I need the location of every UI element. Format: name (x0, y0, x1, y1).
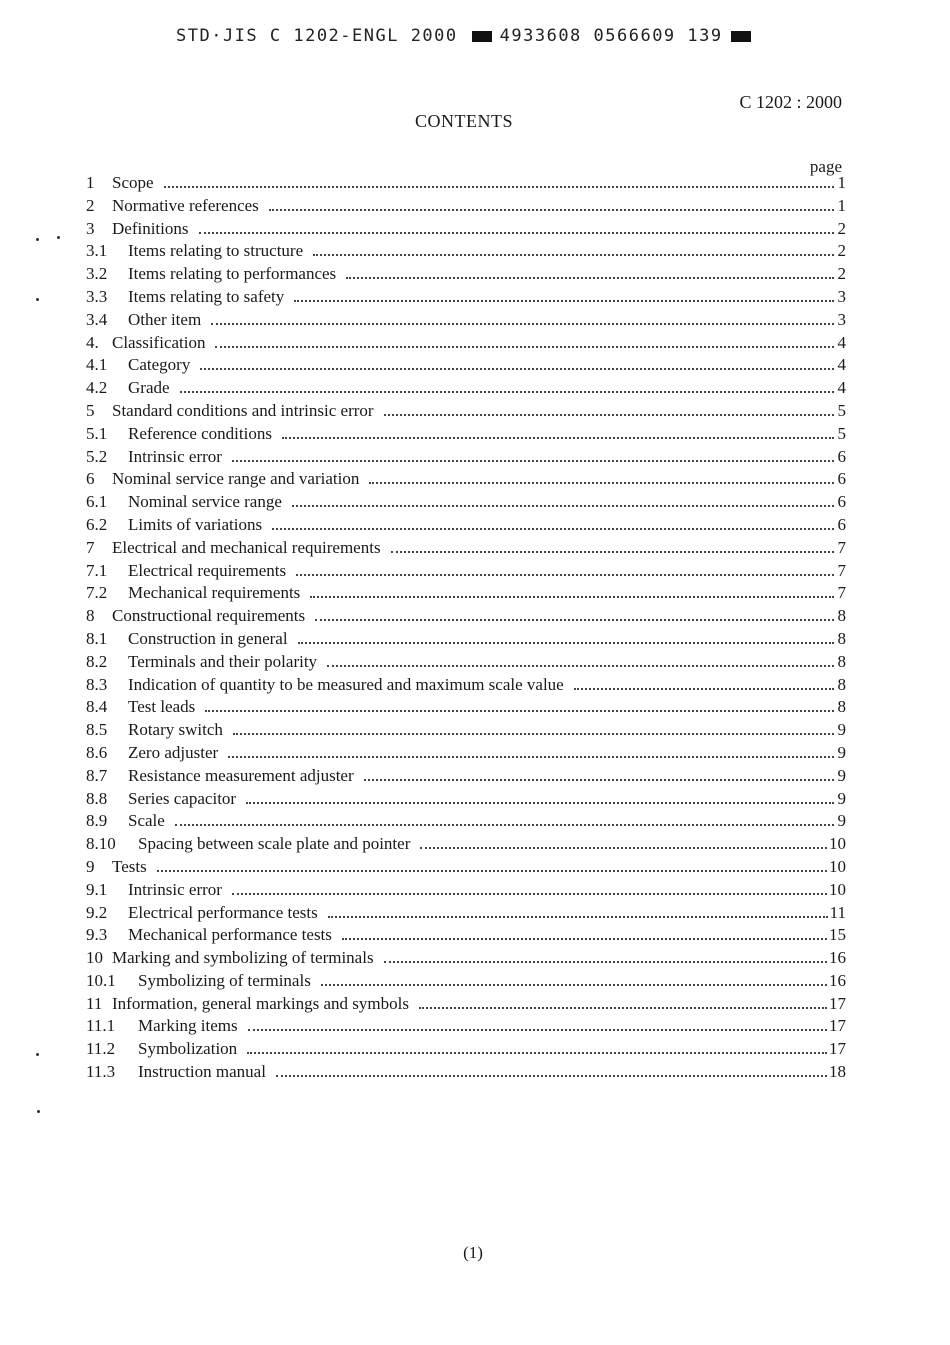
toc-entry-number: 3.1 (86, 241, 108, 261)
toc-entry (86, 628, 846, 651)
page-column-label: page (809, 157, 842, 176)
toc-entry-page: 17 (829, 1016, 846, 1036)
stamp-left-text: STD·JIS C 1202-ENGL 2000 (176, 26, 458, 46)
dot-leader (269, 208, 834, 211)
toc-entry-page: 8 (837, 651, 846, 671)
toc-entry-title: Reference conditions (128, 423, 272, 443)
toc-entry (86, 765, 846, 788)
dot-leader (232, 459, 834, 462)
toc-entry (86, 810, 846, 833)
dot-leader (272, 527, 834, 530)
toc-entry (86, 1015, 846, 1038)
toc-entry-page: 5 (837, 400, 846, 420)
toc-entry-number: 6.1 (86, 492, 108, 512)
toc-entry-title: Other item (128, 309, 202, 329)
dot-leader (419, 1006, 827, 1009)
toc-entry (86, 719, 846, 742)
toc-entry-page: 10 (829, 879, 846, 899)
toc-entry-number: 8.7 (86, 765, 108, 785)
toc-entry-title: Definitions (112, 218, 189, 238)
toc-entry (86, 468, 846, 491)
toc-entry-page: 5 (837, 423, 846, 443)
dot-leader (369, 481, 834, 484)
toc-entry-title: Symbolizing of terminals (138, 970, 311, 990)
scan-speck (36, 238, 39, 241)
page-title: CONTENTS (415, 111, 513, 131)
toc-entry-page: 4 (837, 332, 846, 352)
toc-entry-number: 8.9 (86, 811, 108, 831)
toc-entry-title: Intrinsic error (128, 446, 222, 466)
dot-leader (310, 595, 834, 598)
toc-entry (86, 491, 846, 514)
toc-entry-page: 9 (837, 765, 846, 785)
dot-leader (294, 299, 834, 302)
toc-entry-title: Limits of variations (128, 514, 263, 534)
dot-leader (327, 664, 834, 667)
dot-leader (211, 322, 834, 325)
toc-entry-title: Marking and symbolizing of terminals (112, 948, 374, 968)
toc-entry-title: Nominal service range (128, 492, 282, 512)
toc-entry-number: 1 (86, 173, 95, 192)
toc-entry (86, 742, 846, 765)
toc-entry (86, 560, 846, 583)
toc-entry-number: 3.2 (86, 264, 108, 284)
document-stamp (176, 26, 759, 46)
toc-entry-page: 10 (829, 834, 846, 854)
toc-entry (86, 605, 846, 628)
toc-entry-number: 5 (86, 400, 95, 420)
toc-entry (86, 1061, 846, 1084)
toc-entry-number: 8.2 (86, 651, 108, 671)
toc-entry-page: 6 (837, 514, 846, 534)
toc-entry-page: 15 (829, 925, 846, 945)
toc-entry-title: Mechanical performance tests (128, 925, 332, 945)
toc-entry-title: Electrical and mechanical requirements (112, 537, 381, 557)
toc-entry-number: 3 (86, 218, 95, 238)
toc-entry (86, 309, 846, 332)
toc-entry-number: 10.1 (86, 970, 116, 990)
toc-entry-title: Zero adjuster (128, 742, 219, 762)
toc-entry (86, 446, 846, 469)
toc-entry-title: Standard conditions and intrinsic error (112, 400, 374, 420)
toc-entry-page: 9 (837, 742, 846, 762)
toc-entry-title: Information, general markings and symbols (112, 993, 409, 1013)
dot-leader (282, 436, 834, 439)
toc-entry-page: 1 (837, 195, 846, 215)
toc-entry-page: 3 (837, 309, 846, 329)
standard-number: C 1202 : 2000 (739, 92, 842, 112)
page-number: (1) (463, 1243, 483, 1262)
toc-entry-number: 3.4 (86, 309, 108, 329)
toc-entry-number: 9 (86, 856, 95, 876)
toc-entry-page: 18 (829, 1062, 846, 1082)
toc-entry-page: 10 (829, 856, 846, 876)
toc-entry-page: 4 (837, 355, 846, 375)
dot-leader (321, 983, 827, 986)
toc-entry-title: Test leads (128, 697, 196, 717)
toc-entry-page: 8 (837, 697, 846, 717)
dot-leader (298, 641, 834, 644)
toc-entry-number: 8 (86, 606, 95, 626)
stamp-mid-text: 4933608 0566609 139 (499, 26, 723, 46)
dot-leader (200, 367, 834, 370)
toc-entry-number: 5.1 (86, 423, 108, 443)
toc-entry (86, 833, 846, 856)
dot-leader (215, 345, 834, 348)
dot-leader (233, 732, 834, 735)
toc-entry-page: 8 (837, 606, 846, 626)
toc-entry-number: 7.1 (86, 560, 108, 580)
toc-entry (86, 195, 846, 218)
toc-entry-number: 7 (86, 537, 95, 557)
toc-entry-number: 5.2 (86, 446, 108, 466)
table-of-contents (86, 172, 846, 1084)
dot-leader (391, 550, 834, 553)
dot-leader (346, 276, 834, 279)
dot-leader (175, 823, 834, 826)
toc-entry-title: Electrical performance tests (128, 902, 318, 922)
toc-entry-title: Spacing between scale plate and pointer (138, 834, 411, 854)
toc-entry-page: 16 (829, 970, 846, 990)
toc-entry (86, 240, 846, 263)
toc-entry-title: Electrical requirements (128, 560, 287, 580)
toc-entry (86, 377, 846, 400)
toc-entry (86, 423, 846, 446)
scan-speck (36, 298, 39, 301)
dot-leader (384, 413, 834, 416)
toc-entry (86, 218, 846, 241)
toc-entry (86, 400, 846, 423)
toc-entry (86, 879, 846, 902)
dot-leader (276, 1074, 827, 1077)
toc-entry-title: Rotary switch (128, 720, 223, 740)
toc-entry-page: 9 (837, 788, 846, 808)
toc-entry-page: 2 (837, 218, 846, 238)
toc-entry-title: Tests (112, 856, 147, 876)
toc-entry-title: Resistance measurement adjuster (128, 765, 354, 785)
toc-entry-page: 1 (837, 173, 846, 192)
toc-entry-number: 8.8 (86, 788, 108, 808)
toc-entry-page: 17 (829, 1039, 846, 1059)
toc-entry (86, 674, 846, 697)
toc-entry-number: 11.1 (86, 1016, 116, 1036)
dot-leader (574, 687, 834, 690)
toc-entry-number: 6.2 (86, 514, 108, 534)
toc-entry-title: Items relating to structure (128, 241, 304, 261)
toc-entry-title: Category (128, 355, 191, 375)
toc-entry-title: Items relating to safety (128, 286, 285, 306)
toc-entry-title: Marking items (138, 1016, 238, 1036)
toc-entry-title: Normative references (112, 195, 259, 215)
toc-entry-title: Scale (128, 811, 165, 831)
toc-entry-number: 10 (86, 948, 103, 968)
toc-entry-title: Series capacitor (128, 788, 237, 808)
toc-entry (86, 332, 846, 355)
dot-leader (164, 185, 834, 188)
toc-entry-title: Construction in general (128, 628, 288, 648)
toc-entry-title: Instruction manual (138, 1062, 266, 1082)
toc-entry (86, 354, 846, 377)
toc-entry (86, 1038, 846, 1061)
toc-entry-title: Terminals and their polarity (128, 651, 318, 671)
toc-entry (86, 902, 846, 925)
dot-leader (199, 231, 835, 234)
toc-entry-page: 2 (837, 241, 846, 261)
stamp-block-mark (472, 31, 492, 42)
stamp-block-mark-end (731, 31, 751, 42)
toc-entry-page: 3 (837, 286, 846, 306)
toc-entry-title: Items relating to performances (128, 264, 337, 284)
toc-entry-number: 3.3 (86, 286, 108, 306)
toc-entry (86, 263, 846, 286)
dot-leader (364, 778, 834, 781)
toc-entry-title: Symbolization (138, 1039, 238, 1059)
dot-leader (180, 390, 834, 393)
dot-leader (328, 915, 828, 918)
dot-leader (342, 937, 827, 940)
dot-leader (313, 253, 834, 256)
dot-leader (420, 846, 827, 849)
toc-entry-number: 8.3 (86, 674, 108, 694)
toc-entry (86, 537, 846, 560)
toc-entry (86, 856, 846, 879)
dot-leader (248, 1028, 827, 1031)
toc-entry-number: 8.4 (86, 697, 108, 717)
toc-entry-number: 9.2 (86, 902, 108, 922)
toc-entry-number: 11 (86, 993, 103, 1013)
toc-entry-page: 9 (837, 811, 846, 831)
toc-entry-number: 4.1 (86, 355, 108, 375)
toc-entry-page: 7 (837, 560, 846, 580)
toc-entry-title: Indication of quantity to be measured and maximum scale value (128, 674, 564, 694)
dot-leader (232, 892, 827, 895)
toc-entry-number: 8.5 (86, 720, 108, 740)
toc-entry-number: 2 (86, 195, 95, 215)
toc-entry (86, 514, 846, 537)
toc-entry (86, 651, 846, 674)
dot-leader (246, 801, 834, 804)
toc-entry-number: 8.1 (86, 628, 108, 648)
toc-entry-number: 6 (86, 469, 95, 489)
dot-leader (384, 960, 827, 963)
toc-entry (86, 993, 846, 1016)
toc-entry (86, 970, 846, 993)
toc-entry-page: 6 (837, 469, 846, 489)
dot-leader (296, 573, 834, 576)
toc-entry-page: 4 (837, 378, 846, 398)
dot-leader (157, 869, 827, 872)
dot-leader (205, 709, 834, 712)
toc-entry (86, 172, 846, 195)
toc-entry-number: 8.6 (86, 742, 108, 762)
toc-entry-title: Nominal service range and variation (112, 469, 360, 489)
toc-entry-page: 6 (837, 492, 846, 512)
toc-entry-number: 11.3 (86, 1062, 116, 1082)
toc-entry-page: 8 (837, 674, 846, 694)
toc-entry-page: 17 (829, 993, 846, 1013)
scan-speck (36, 1053, 39, 1056)
toc-entry-number: 11.2 (86, 1039, 116, 1059)
toc-entry-title: Mechanical requirements (128, 583, 301, 603)
toc-entry-page: 7 (837, 583, 846, 603)
dot-leader (292, 504, 834, 507)
toc-entry-title: Grade (128, 378, 170, 398)
toc-entry-title: Classification (112, 332, 206, 352)
toc-entry (86, 582, 846, 605)
toc-entry-page: 7 (837, 537, 846, 557)
toc-entry-page: 16 (829, 948, 846, 968)
toc-entry (86, 924, 846, 947)
toc-entry (86, 286, 846, 309)
dot-leader (315, 618, 834, 621)
toc-entry-number: 4. (86, 332, 99, 352)
toc-entry-page: 8 (837, 628, 846, 648)
toc-entry-number: 4.2 (86, 378, 108, 398)
toc-entry-number: 9.3 (86, 925, 108, 945)
dot-leader (247, 1051, 827, 1054)
toc-entry (86, 947, 846, 970)
toc-entry (86, 696, 846, 719)
toc-entry-page: 2 (837, 264, 846, 284)
scan-speck (57, 236, 60, 239)
toc-entry-title: Scope (112, 173, 154, 192)
dot-leader (228, 755, 834, 758)
toc-entry-page: 6 (837, 446, 846, 466)
toc-entry-title: Constructional requirements (112, 606, 306, 626)
toc-entry-title: Intrinsic error (128, 879, 222, 899)
toc-entry-page: 11 (829, 902, 846, 922)
toc-entry-page: 9 (837, 720, 846, 740)
toc-entry-number: 8.10 (86, 834, 116, 854)
scan-speck (37, 1110, 40, 1113)
toc-entry (86, 788, 846, 811)
toc-entry-number: 9.1 (86, 879, 108, 899)
toc-entry-number: 7.2 (86, 583, 108, 603)
